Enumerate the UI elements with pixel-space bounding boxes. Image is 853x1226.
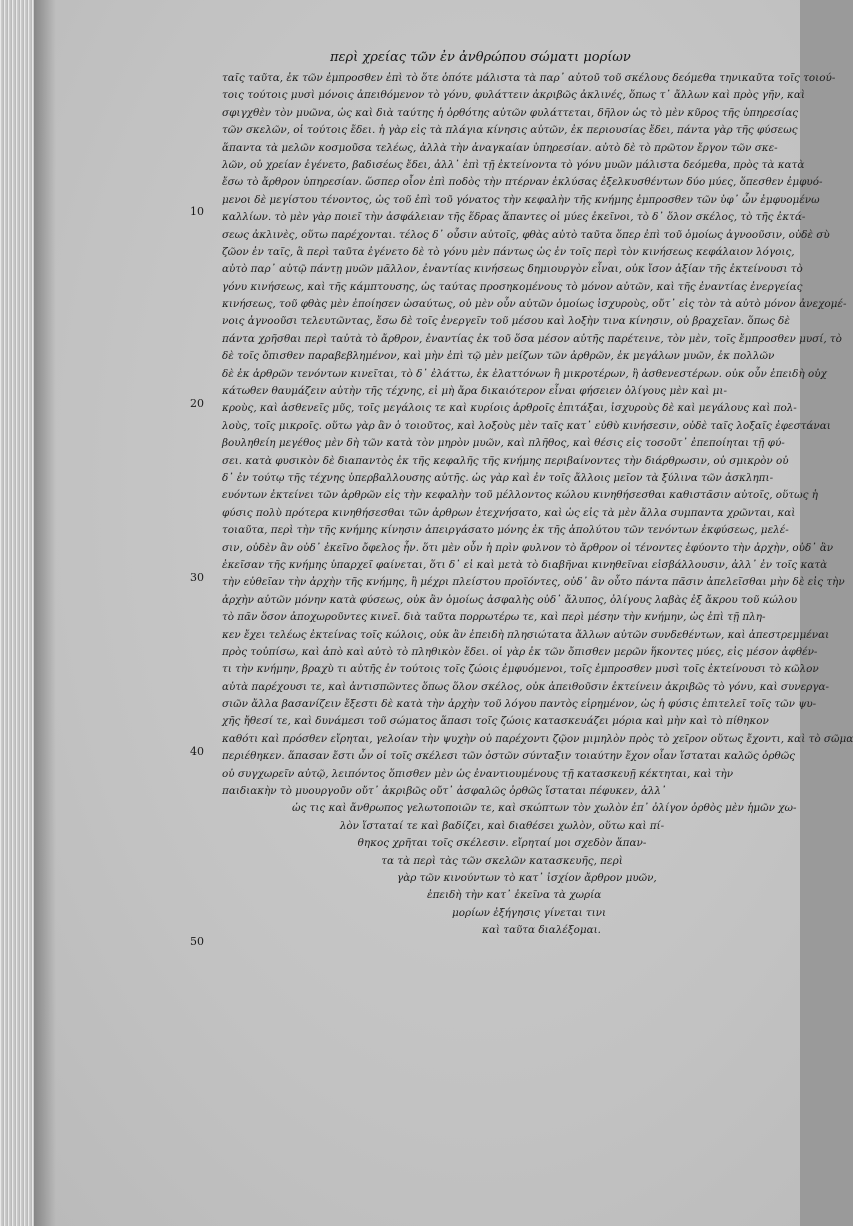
text-line: σεως ἀκλινὲς, οὕτω παρέχονται. τέλος δ᾽ οὖσιν αὐτοῖς, φθὰς αὐτὸ ταῦτα ὅπερ ἐπὶ τοῦ ὁμοίως ἀγνοοῦσιν, οὐδὲ σὺ <box>222 228 830 241</box>
text-line: καὶ ταῦτα διαλέξομαι. <box>482 924 601 937</box>
text-line: ἀρχὴν αὐτῶν μόνην κατὰ φύσεως, οὐκ ἂν ὁμοίως ἀσφαλὴς οὐδ᾽ ἄλυπος, ὀλίγους λαβὰς ἐξ ἄκρου τοῦ κώλου <box>222 593 798 606</box>
page-stack-edge <box>0 0 34 1226</box>
text-line: τῶν σκελῶν, οἱ τούτοις ἔδει. ἡ γὰρ εἰς τὰ πλάγια κίνησις αὐτῶν, ἐκ περιουσίας ἔδει, πάντα γὰρ τῆς φύσεως <box>222 124 798 137</box>
text-line: ἐκεῖσαν τῆς κνήμης ὑπαρχεῖ φαίνεται, ὅτι δ᾽ εἰ καὶ μετὰ τὸ διαβῆναι κινηθεῖναι εἰσβάλλουσιν, ἀλλ᾽ ἐν τοῖς κατὰ <box>222 558 828 571</box>
text-line: περιέθηκεν. ἅπασαν ἔστι ὧν οἱ τοῖς σκέλεσι τῶν ὀστῶν σύνταξιν τοιαύτην ἔχον οἷαν ἵσταται καλῶς ὀρθῶς <box>222 750 796 763</box>
text-line: λὸν ἵσταταί τε καὶ βαδίζει, καὶ διαθέσει χωλὸν, οὕτω καὶ πί- <box>339 819 665 832</box>
text-line: κροὺς, καὶ ἀσθενεῖς μῦς, τοῖς μεγάλοις τε καὶ κυρίοις ἀρθροῖς ἐπιτάξαι, ἰσχυροὺς δὲ καὶ μεγάλους καὶ πολ- <box>222 402 797 415</box>
text-line: φύσις πολὺ πρότερα κινηθήσεσθαι τῶν ἀρθρων ἐτεχνήσατο, καὶ ὡς εἰς τὰ μὲν ἄλλα συμπαντα χρῶνται, καὶ <box>222 506 796 519</box>
text-line: καλλίων. τὸ μὲν γὰρ ποιεῖ τὴν ἀσφάλειαν τῆς ἕδρας ἅπαντες οἱ μύες ἐκεῖνοι, τὸ δ᾽ ὅλον σκέλος, τὸ τῆς ἐκτά- <box>222 211 806 224</box>
gutter-shadow <box>34 0 56 1226</box>
text-line: τὴν εὐθεῖαν τὴν ἀρχὴν τῆς κνήμης, ἢ μέχρι πλείστου προϊόντες, οὐδ᾽ ἂν οὗτο πάντα πᾶσιν ἀπελεῖσθαι μὴν δὲ εἰς τὴν <box>222 576 845 589</box>
text-line: ευόντων ἐκτείνει τῶν ἀρθρῶν εἰς τὴν κεφαλὴν τοῦ μέλλοντος κώλου κινηθήσεσθαι καθιστᾶσιν αὐτοῖς, οὕτως ἡ <box>222 489 818 502</box>
text-line: ζῶον ἐν ταῖς, ἃ περὶ ταῦτα ἐγένετο δὲ τὸ γόνυ μὲν πάντως ὡς ἐν τοῖς περὶ τὸν κινήσεως κεφάλαιον λόγοις, <box>222 245 795 258</box>
text-line: γόνυ κινήσεως, καὶ τῆς κάμπτουσης, ὡς ταύτας προσηκομένους τὸ μόνον αὐτῶν, καὶ τῆς ἐναντίας ἐνεργείας <box>222 280 803 293</box>
text-line: μορίων ἐξήγησις γίνεται τινι <box>452 906 607 919</box>
line-number: 20 <box>190 397 204 410</box>
text-line: σφιγχθὲν τὸν μυῶνα, ὡς καὶ διὰ ταύτης ἡ ὀρθότης αὐτῶν φυλάττεται, δῆλον ὡς τὸ μὲν κῦρος τῆς ὑπηρεσίας <box>222 106 799 119</box>
text-line: δ᾽ ἐν τούτῳ τῆς τέχνης ὑπερβαλλουσης αὐτῆς. ὡς γὰρ καὶ ἐν τοῖς ἄλλοις μεῖον τὰ ξύλινα τῶν ἀσκληπι- <box>222 471 774 484</box>
text-line: μενοι δὲ μεγίστου τένοντος, ὡς τοῦ ἐπὶ τοῦ γόνατος τὴν κεφαλὴν τῆς κνήμης ἐμπροσθεν τῶν ὑφ᾽ ὧν ἐμφυομένω <box>222 193 820 206</box>
text-line: λῶν, οὐ χρείαν ἐγένετο, βαδισέως ἔδει, ἀλλ᾽ ἐπὶ τῇ ἐκτείνοντα τὸ γόνυ μυῶν μάλιστα δεόμεθα, πρὸς τὰ κατὰ <box>222 158 805 171</box>
text-line: ταῖς ταῦτα, ἐκ τῶν ἐμπροσθεν ἐπὶ τὸ ὅτε ὁπότε μάλιστα τὰ παρ᾽ αὐτοῦ τοῦ σκέλους δεόμεθα τηνικαῦτα τοῖς τοιού- <box>222 72 836 84</box>
running-head: περὶ χρείας τῶν ἐν ἀνθρώπου σώματι μορίων <box>330 50 631 65</box>
text-line: σιῶν ἄλλα βασανίζειν ἔξεστι δὲ κατὰ τὴν ἀρχὴν τοῦ λόγου παντὸς εἰρημένον, ὡς ἡ φύσις ἐπιτελεῖ τοῖς τῶν ψυ- <box>222 698 817 711</box>
text-line: παιδιακὴν τὸ μυουργοῦν οὔτ᾽ ἀκριβῶς οὔτ᾽ ἀσφαλῶς ὀρθῶς ἵσταται πέφυκεν, ἀλλ᾽ <box>222 785 667 798</box>
text-line: σιν, οὐδὲν ἂν οὐδ᾽ ἐκεῖνο ὄφελος ἦν. ὅτι μὲν οὖν ἡ πρὶν φυλνον τὸ ἄρθρον οἱ τένοντες ἐφύοντο τὴν ἀρχὴν, οὐδ᾽ ἂν <box>222 541 834 554</box>
text-line: νοις ἀγνοοῦσι τελευτῶντας, ἔσω δὲ τοῖς ἐνεργεῖν τοῦ μέσου καὶ λοξὴν τινα κίνησιν, οὐ βραχεῖαν. ὅπως δὲ <box>222 315 790 328</box>
text-line: κινήσεως, τοῦ φθὰς μὲν ἐποίησεν ὡσαύτως, οὐ μὲν οὖν αὐτῶν ὁμοίως ἰσχυροὺς, οὔτ᾽ εἰς τὸν τὰ αὐτὸ μόνον ἀνεχομέ- <box>222 298 847 311</box>
line-number: 30 <box>190 571 204 584</box>
text-line: κεν ἔχει τελέως ἐκτείνας τοῖς κώλοις, οὐκ ἂν ἐπειδὴ πλησιώτατα ἄλλων αὐτῶν συνδεθέντων, καὶ ἀπεστρεμμέναι <box>222 628 830 641</box>
text-line: τὸ πᾶν ὅσον ἀποχωροῦντες κινεῖ. διὰ ταῦτα πορρωτέρω τε, καὶ περὶ μέσην τὴν κνήμην, ὡς ἐπὶ τῇ πλη- <box>222 611 766 624</box>
line-number: 50 <box>190 935 204 948</box>
text-line: πάντα χρῆσθαι περὶ ταὐτὰ τὸ ἄρθρον, ἐναντίας ἐκ τοῦ ὅσα μέσον αὐτῆς παρέτεινε, τὸν μὲν, τοῖς ἔμπροσθεν μυσί, τὸ <box>222 332 842 345</box>
text-line: αὐτὸ παρ᾽ αὐτῷ πάντῃ μυῶν μᾶλλον, ἐναντίας κινήσεως δημιουργὸν εἶναι, οὐκ ἴσον ἀξίαν τῆς ἐκτείνουσι τὸ <box>222 263 803 276</box>
line-number: 10 <box>190 205 204 218</box>
text-line: δὲ ἐκ ἀρθρῶν τενόντων κινεῖται, τὸ δ᾽ ἐλάττω, ἐκ ἐλαττόνων ἢ μικροτέρων, ἢ ἀσθενεστέρων. οὐκ οὖν ἐπειδὴ οὐχ <box>222 367 827 380</box>
line-number: 40 <box>190 745 204 758</box>
text-line: τι τὴν κνήμην, βραχὺ τι αὐτῆς ἐν τούτοις τοῖς ζώοις ἐμφυόμενοι, τοῖς ἐμπροσθεν μυσὶ τοῖς ἐκτείνουσι τὸ κῶλον <box>222 663 819 676</box>
text-line: καθότι καὶ πρόσθεν εἴρηται, γελοίαν τὴν ψυχὴν οὐ παρέχοντι ζῷον μιμηλὸν πρὸς τὸ χεῖρον οὕτως ἔχοντι, καὶ τὸ σῶμα <box>222 732 853 745</box>
text-line: πρὸς τοὐπίσω, καὶ ἀπὸ καὶ αὐτὸ τὸ πληθικὸν ἔδει. οἱ γὰρ ἐκ τῶν ὄπισθεν μερῶν ἥκοντες μύες, εἰς μέσον ἀφθέν- <box>222 645 818 658</box>
text-line: γὰρ τῶν κινούντων τὸ κατ᾽ ἰσχίον ἄρθρον μυῶν, <box>397 871 657 884</box>
text-line: ἔσω τὸ ἄρθρον ὑπηρεσίαν. ὥσπερ οἷον ἐπὶ ποδὸς τὴν πτέρναν ἐκλύσας ἐξελκυσθέντων δύο μύες, ὅπεσθεν ἐμφυό- <box>222 176 823 189</box>
text-line: οὐ συγχωρεῖν αὐτῷ, λειπόντος ὅπισθεν μὲν ὡς ἐναντιουμένους τῇ κατασκευῇ κέκτηται, καὶ τὴν <box>222 767 734 780</box>
text-line: δὲ τοῖς ὄπισθεν παραβεβλημένον, καὶ μὴν ἐπὶ τῷ μὲν μείζων τῶν ἀρθρῶν, ἐκ μεγάλων μυῶν, ἐκ πολλῶν <box>222 350 775 363</box>
text-line: θηκος χρῆται τοῖς σκέλεσιν. εἴρηταί μοι σχεδὸν ἅπαν- <box>357 837 647 850</box>
text-line: σει. κατὰ φυσικὸν δὲ διαπαντὸς ἐκ τῆς κεφαλῆς τῆς κνήμης περιβαίνοντες τὴν διάρθρωσιν, οὐ σμικρὸν οὐ <box>222 454 789 467</box>
text-line: τα τὰ περὶ τὰς τῶν σκελῶν κατασκευῆς, περὶ <box>381 854 623 867</box>
text-line: τοις τούτοις μυσὶ μόνοις ἀπειθόμενον τὸ γόνυ, φυλάττειν ἀκριβῶς ἀκλινές, ὅπως τ᾽ ἄλλων καὶ πρὸς γῆν, καὶ <box>222 89 805 102</box>
text-line: ἅπαντα τὰ μελῶν κοσμοῦσα τελέως, ἀλλὰ τὴν ἀναγκαίαν ὑπηρεσίαν. αὐτὸ δὲ τὸ πρῶτον ἔργον τῶν σκε- <box>222 141 778 154</box>
text-line: τοιαῦτα, περὶ τὴν τῆς κνήμης κίνησιν ἀπειργάσατο μόνης ἐκ τῆς ἀπολύτου τῶν τενόντων ἐκφύσεως, μελέ- <box>222 524 789 537</box>
text-line: λοὺς, τοῖς μικροῖς. οὕτω γὰρ ἂν ὁ τοιοῦτος, καὶ λοξοὺς μὲν ταῖς κατ᾽ εὐθὺ κινήσεσιν, οὐδὲ ταῖς λοξαῖς ἐφεστάναι <box>222 419 831 432</box>
text-block <box>222 70 853 940</box>
text-line: ἐπειδὴ τὴν κατ᾽ ἐκεῖνα τὰ χωρία <box>427 889 602 902</box>
text-line: χῆς ἤθεσί τε, καὶ δυνάμεσι τοῦ σώματος ἅπασι τοῖς ζώοις κατασκευάζει μόρια καὶ μὴν καὶ τὸ πίθηκον <box>222 715 769 728</box>
text-line: ὡς τις καὶ ἄνθρωπος γελωτοποιῶν τε, καὶ σκώπτων τὸν χωλὸν ἐπ᾽ ὀλίγον ὀρθὸς μὲν ἡμῶν χω- <box>292 802 797 815</box>
text-line: κάτωθεν θαυμάζειν αὐτὴν τῆς τέχνης, εἰ μὴ ἄρα δικαιότερον εἶναι φήσειεν ὀλίγους μὲν καὶ μι- <box>222 385 727 398</box>
text-line: βουληθείη μεγέθος μὲν δὴ τῶν κατὰ τὸν μηρὸν μυῶν, καὶ πλῆθος, καὶ θέσις εἰς τοσοῦτ᾽ ἐπεποίηται τῇ φύ- <box>222 437 785 450</box>
text-line: αὐτὰ παρέχουσι τε, καὶ ἀντισπῶντες ὅπως ὅλον σκέλος, οὐκ ἀπειθοῦσιν ἐκτείνειν ἀκριβῶς τὸ γόνυ, καὶ συνεργα- <box>222 680 830 693</box>
